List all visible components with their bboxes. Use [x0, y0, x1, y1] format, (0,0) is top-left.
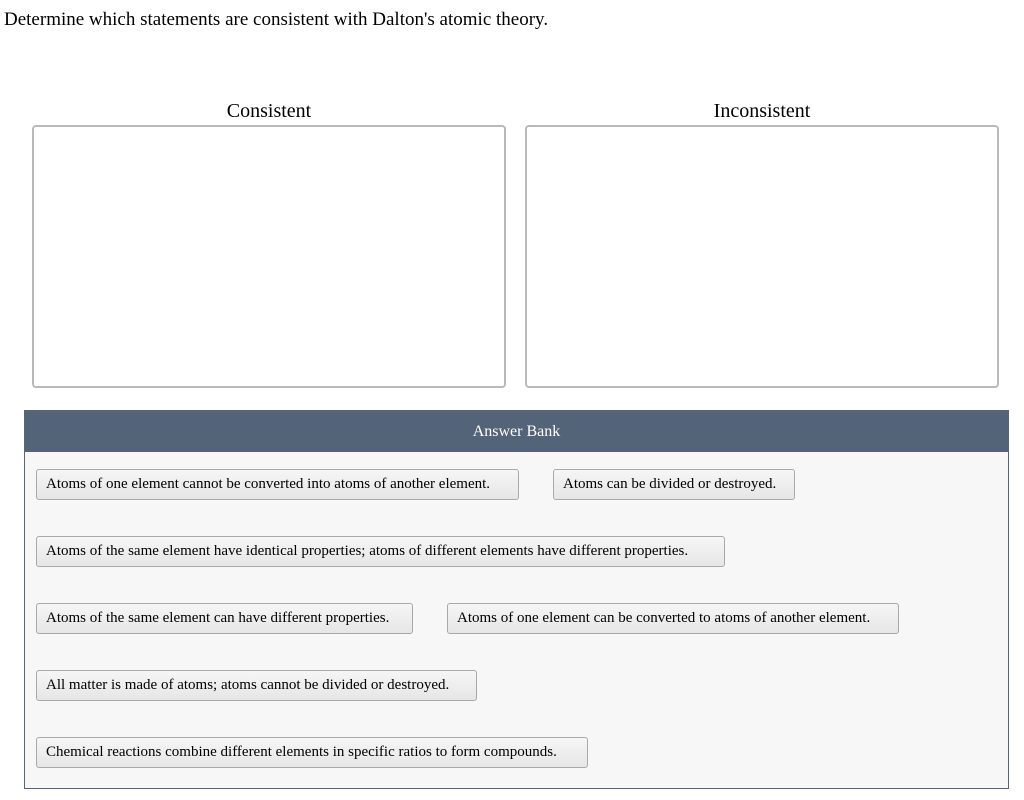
answer-bank[interactable] — [24, 410, 1009, 789]
consistent-drop-zone[interactable] — [32, 125, 506, 388]
answer-card[interactable]: Chemical reactions combine different elements in specific ratios to form compounds. — [36, 737, 588, 768]
consistent-bin-title: Consistent — [226, 100, 312, 122]
answer-card[interactable]: Atoms of the same element have identical properties; atoms of different elements have different properties. — [36, 536, 725, 567]
answer-bank-header: Answer Bank — [25, 411, 1008, 452]
question-prompt: Determine which statements are consistent with Dalton's atomic theory. — [4, 9, 549, 30]
inconsistent-bin-title: Inconsistent — [713, 100, 811, 122]
answer-card[interactable]: Atoms of one element cannot be converted into atoms of another element. — [36, 469, 519, 500]
answer-card[interactable]: Atoms of the same element can have different properties. — [36, 603, 413, 634]
inconsistent-drop-zone[interactable] — [525, 125, 999, 388]
answer-card[interactable]: Atoms can be divided or destroyed. — [553, 469, 795, 500]
answer-card[interactable]: Atoms of one element can be converted to atoms of another element. — [447, 603, 899, 634]
answer-card[interactable]: All matter is made of atoms; atoms cannot be divided or destroyed. — [36, 670, 477, 701]
